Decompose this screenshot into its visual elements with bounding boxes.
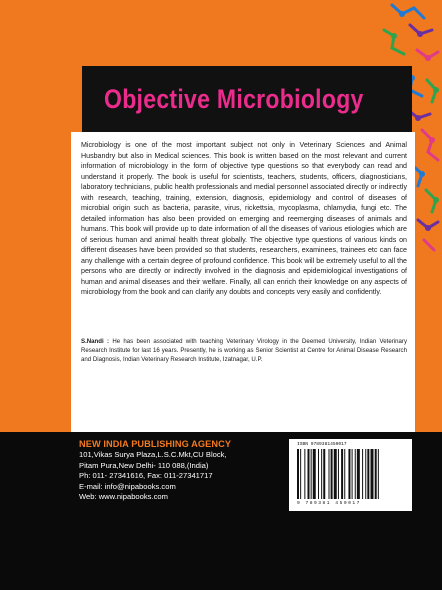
publisher-email: E-mail: info@nipabooks.com [79, 481, 176, 491]
author-bio-text: He has been associated with teaching Veterinary Virology in the Deemed University, Indian Veterinary Research Institute for last 16 years. Presently, he is working as Senior Scientist at Centre for Animal Disease Research and Diagnosis, Indian Veterinary Research Institute, Izatnagar, U.P. [81, 338, 407, 364]
publisher-address-line1: 101,Vikas Surya Plaza,L.S.C.Mkt,CU Block, [79, 450, 227, 460]
publisher-name: NEW INDIA PUBLISHING AGENCY [79, 439, 232, 449]
publisher-web: Web: www.nipabooks.com [79, 492, 168, 502]
isbn-label: ISBN 9789381450017 [297, 442, 347, 447]
back-cover-text-panel [71, 132, 415, 432]
book-title: Objective Microbiology [104, 83, 364, 114]
barcode-bars-icon [297, 449, 405, 499]
author-name: S.Nandi : [81, 338, 110, 345]
isbn-digits: 9 789381 450017 [297, 501, 361, 506]
book-description: Microbiology is one of the most important subject not only in Veterinary Sciences and Animal Husbandry but also in Medical sciences. This book is written based on the most relevant and current information of microbiology in the form of objective type questions so that everybody can read and understand it properly. The book is useful for scientists, teachers, students, officers, diagnosticians, laboratory technicians, public health professionals and medial personnel associated directly or indirectly with research, teaching, training, extension, diagnosis, epidemiology and control of diseases of microbial origin such as bacteria, parasite, virus, rickettsia, mycoplasma, chlamydia, fungi etc. The detailed information has also been provided on emerging and reemerging diseases of animals and humans. This book will provide up to date information of all the diseases of various etiologies which are of serious human and animal health threat globally. The objective type questions of various kinds on different diseases have been provided so that students, researchers, examinees, trainees etc can face any challenge with a certain degree of profound confidence. This book will be extremely useful to all the persons who are directly or indirectly involved in the diagnosis and epidemiological investigations of human and animal diseases and their welfare. Finally, all can enrich their knowledge on any aspects of microbiology from the book and can clarify any doubts and concepts very easily and confidently. [81, 141, 407, 296]
publisher-info [79, 439, 279, 502]
author-bio [81, 337, 407, 365]
isbn-barcode [289, 439, 412, 511]
publisher-phone: Ph: 011- 27341616, Fax: 011-27341717 [79, 471, 213, 481]
publisher-address-line2: Pitam Pura,New Delhi- 110 088,(India) [79, 460, 209, 470]
